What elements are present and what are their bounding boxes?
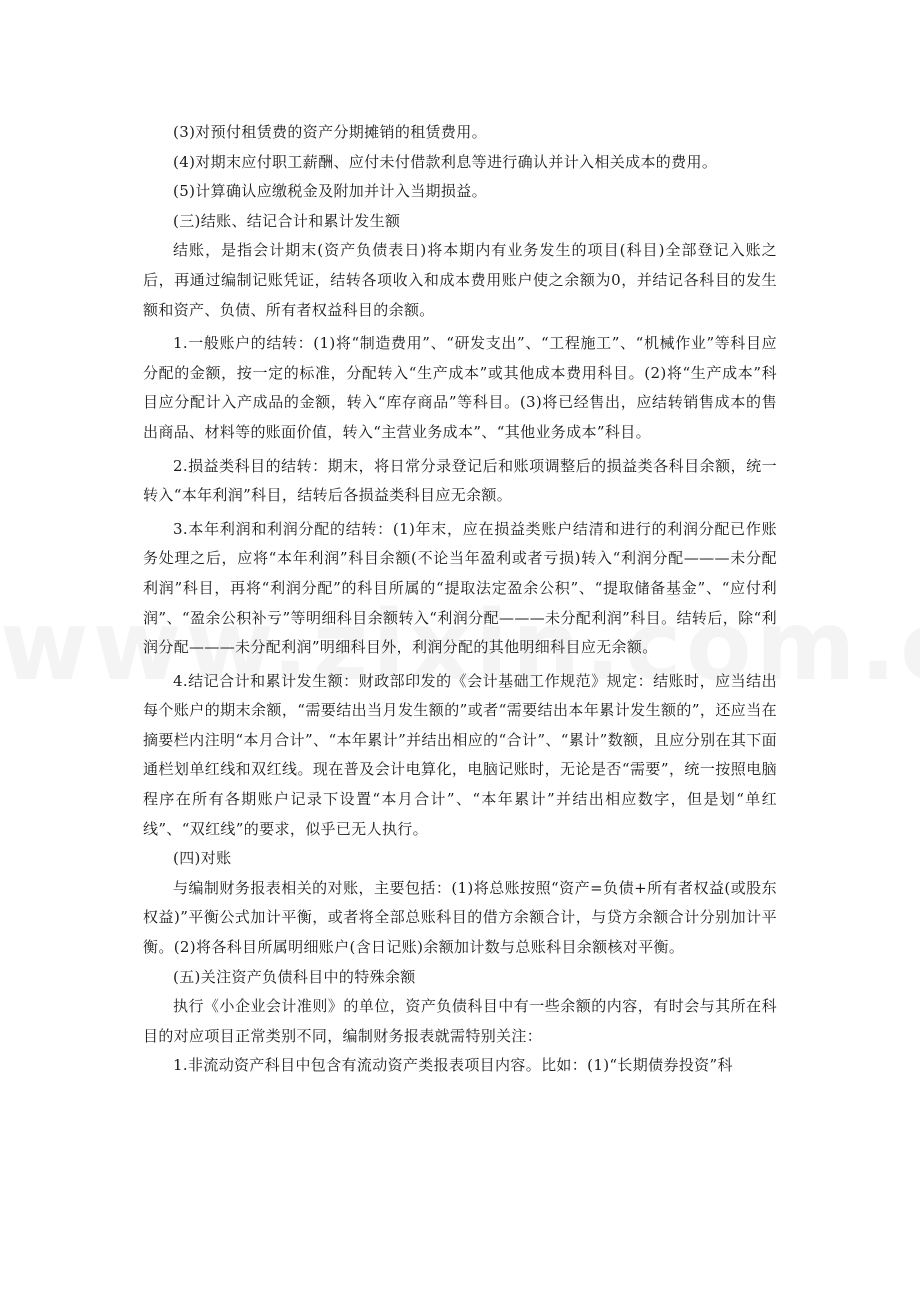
paragraph-special-balances-intro: 执行《小企业会计准则》的单位，资产负债科目中有一些余额的内容，有时会与其所在科目的对应项目正常类别不同，编制财务报表就需特别关注： (143, 997, 777, 1045)
section-heading-closing-accounts: (三)结账、结记合计和累计发生额 (173, 211, 401, 230)
paragraph-profit-loss-transfer: 2.损益类科目的结转：期末，将日常分录登记后和账项调整后的损益类各科目余额，统一转入“本年利润”科目，结转后各损益类科目应无余额。 (143, 456, 777, 505)
paragraph-item-5: (5)计算确认应缴税金及附加并计入当期损益。 (173, 182, 487, 201)
paragraph-item-3: (3)对预付租赁费的资产分期摊销的租赁费用。 (173, 123, 487, 141)
paragraph-general-account-transfer: 1.一般账户的结转：(1)将“制造费用”、“研发支出”、“工程施工”、“机械作业”等科目应分配的金额，按一定的标准，分配转入“生产成本”或其他成本费用科目。(2)将“生产成本”科目应分配计入产成品的金额，转入“库存商品”等科目。(3)将已经售出，应结转销售成本的售出商品、材料等的账面价值，转入“主营业务成本”、“其他业务成本”科目。 (143, 334, 777, 441)
paragraph-closing-definition: 结账，是指会计期末(资产负债表日)将本期内有业务发生的项目(科目)全部登记入账之后，再通过编制记账凭证，结转各项收入和成本费用账户使之余额为0，并结记各科目的发生额和资产、负债、所有者权益科目的余额。 (143, 241, 777, 319)
document-body (143, 118, 777, 1081)
paragraph-profit-distribution-transfer: 3.本年利润和利润分配的结转：(1)年末，应在损益类账户结清和进行的利润分配已作账务处理之后，应将“本年利润”科目余额(不论当年盈利或者亏损)转入“利润分配———未分配利润”科目，再将“利润分配”的科目所属的“提取法定盈余公积”、“提取储备基金”、“应付利润”、“盈余公积补亏”等明细科目余额转入“利润分配———未分配利润”科目。结转后，除“利润分配———未分配利润”明细科目外，利润分配的其他明细科目应无余额。 (143, 519, 777, 657)
section-heading-special-balances: (五)关注资产负债科目中的特殊余额 (173, 967, 416, 986)
section-heading-reconciliation: (四)对账 (173, 849, 232, 868)
paragraph-reconciliation: 与编制财务报表相关的对账，主要包括：(1)将总账按照“资产=负债+所有者权益(或股东权益)”平衡公式加计平衡，或者将全部总账科目的借方余额合计，与贷方余额合计分别加计平衡。(2)将各科目所属明细账户(含日记账)余额加计数与总账科目余额核对平衡。 (143, 878, 777, 957)
paragraph-item-4: (4)对期末应付职工薪酬、应付未付借款利息等进行确认并计入相关成本的费用。 (173, 152, 718, 171)
paragraph-totals-and-cumulative: 4.结记合计和累计发生额：财政部印发的《会计基础工作规范》规定：结账时，应当结出每个账户的期末余额，“需要结出当月发生额的”或者“需要结出本年累计发生额的”，还应当在摘要栏内注明“本月合计”、“本年累计”并结出相应的“合计”、“累计”数额，且应分别在其下面通栏划单红线和双红线。现在普及会计电算化，电脑记账时，无论是否“需要”，统一按照电脑程序在所有各期账户记录下设置“本月合计”、“本年累计”并结出相应数字，但是划“单红线”、“双红线”的要求，似乎已无人执行。 (143, 671, 777, 838)
paragraph-noncurrent-assets: 1.非流动资产科目中包含有流动资产类报表项目内容。比如：(1)“长期债券投资”科 (173, 1056, 733, 1075)
